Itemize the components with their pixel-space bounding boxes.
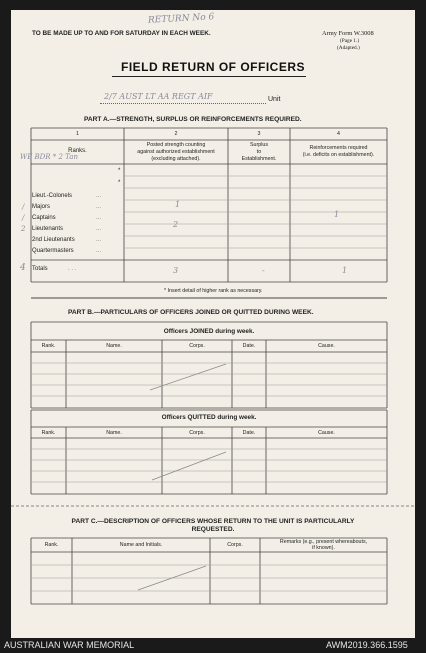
rank-label: Quartermasters	[32, 248, 74, 254]
rank-dots: ...	[96, 215, 102, 221]
rank-label: Captains	[32, 215, 56, 221]
ranks-header: Ranks.	[68, 148, 87, 154]
margin-mark: 2	[21, 225, 26, 233]
surplus-header-3: Establishment.	[241, 156, 277, 162]
star-mark: *	[118, 168, 121, 174]
col-number-3: 3	[257, 131, 261, 137]
rank-label: 2nd Lieutenants	[32, 237, 75, 243]
reinf-header-1: Reinforcements required	[309, 145, 368, 151]
footer-source: AUSTRALIAN WAR MEMORIAL	[4, 640, 135, 650]
unit-handwritten: 2/7 AUST LT AA REGT AIF	[104, 92, 213, 101]
joined-col-rank: Rank.	[41, 343, 56, 349]
col-number-4: 4	[337, 131, 340, 137]
joined-col-name: Name.	[106, 343, 122, 349]
quitted-col-corps: Corps.	[189, 430, 205, 436]
part-c-col-remarks-2: if known).	[312, 545, 335, 551]
surplus-header-2: to	[256, 149, 262, 155]
instruction-text: TO BE MADE UP TO AND FOR SATURDAY IN EACH WEEK.	[32, 30, 211, 37]
posted-value-lieutenants: 2	[173, 220, 179, 229]
form-id: Army Form W.3008	[322, 30, 374, 37]
part-c-heading-1: PART C.—DESCRIPTION OF OFFICERS WHOSE RETURN TO THE UNIT IS PARTICULARLY	[71, 518, 355, 525]
margin-mark: /	[22, 203, 25, 211]
rank-dots: ...	[96, 226, 102, 232]
surplus-value-total: -	[262, 266, 265, 275]
col-number-1: 1	[76, 131, 79, 137]
form-adapted: (Adapted.)	[337, 45, 360, 51]
posted-value-majors: 1	[175, 200, 181, 209]
star-mark: *	[118, 180, 121, 186]
joined-col-corps: Corps.	[189, 343, 205, 349]
part-c-col-rank: Rank.	[44, 542, 59, 548]
rank-dots: ...	[96, 193, 102, 199]
joined-col-date: Date.	[242, 343, 256, 349]
col-number-2: 2	[174, 131, 178, 137]
unit-label: Unit	[268, 96, 281, 103]
quitted-heading: Officers QUITTED during week.	[161, 414, 257, 421]
totals-label: Totals	[32, 266, 48, 272]
surplus-header-1: Surplus	[250, 142, 268, 148]
form-title: FIELD RETURN OF OFFICERS	[121, 60, 305, 74]
posted-header-1: Posted strength counting	[146, 142, 206, 148]
reinf-value-captains: 1	[334, 210, 340, 219]
part-c-col-name: Name and Initials.	[119, 542, 163, 548]
handwritten-rank: WE BDR * 2 Tan	[20, 153, 78, 161]
handwritten-return-number: RETURN No 6	[147, 12, 215, 26]
rank-dots: ...	[96, 248, 102, 254]
rank-label: Lieut.-Colonels	[32, 193, 73, 199]
rank-label: Lieutenants	[32, 226, 64, 232]
part-c-heading-2: REQUESTED.	[191, 526, 235, 533]
quitted-col-rank: Rank.	[41, 430, 56, 436]
joined-col-cause: Cause.	[318, 343, 335, 349]
totals-dots: . . .	[68, 266, 77, 272]
joined-heading: Officers JOINED during week.	[163, 328, 255, 335]
part-a-footnote: * Insert detail of higher rank as necessary.	[164, 288, 263, 294]
part-a-heading: PART A.—STRENGTH, SURPLUS OR REINFORCEMENTS REQUIRED.	[84, 116, 302, 123]
margin-mark: /	[22, 214, 25, 222]
part-c-col-corps: Corps.	[227, 542, 243, 548]
footer-accession: AWM2019.366.1595	[326, 640, 408, 650]
reinf-header-2: (i.e. deficits on establishment).	[302, 152, 375, 158]
quitted-col-cause: Cause.	[318, 430, 335, 436]
posted-value-total: 3	[173, 266, 179, 275]
part-b-heading: PART B.—PARTICULARS OF OFFICERS JOINED OR QUITTED DURING WEEK.	[68, 309, 314, 316]
posted-header-3: (excluding attached).	[151, 156, 201, 162]
rank-dots: ...	[96, 204, 102, 210]
form-page: (Page 1.)	[340, 38, 360, 44]
rank-dots: ...	[96, 237, 102, 243]
rank-label: Majors	[32, 204, 51, 210]
posted-header-2: against authorized establishment	[137, 149, 215, 155]
part-c-col-remarks-1: Remarks (e.g., present whereabouts,	[279, 539, 368, 545]
reinf-value-total: 1	[342, 266, 348, 275]
margin-mark: 4	[20, 263, 26, 273]
quitted-col-name: Name.	[106, 430, 122, 436]
quitted-col-date: Date.	[242, 430, 256, 436]
